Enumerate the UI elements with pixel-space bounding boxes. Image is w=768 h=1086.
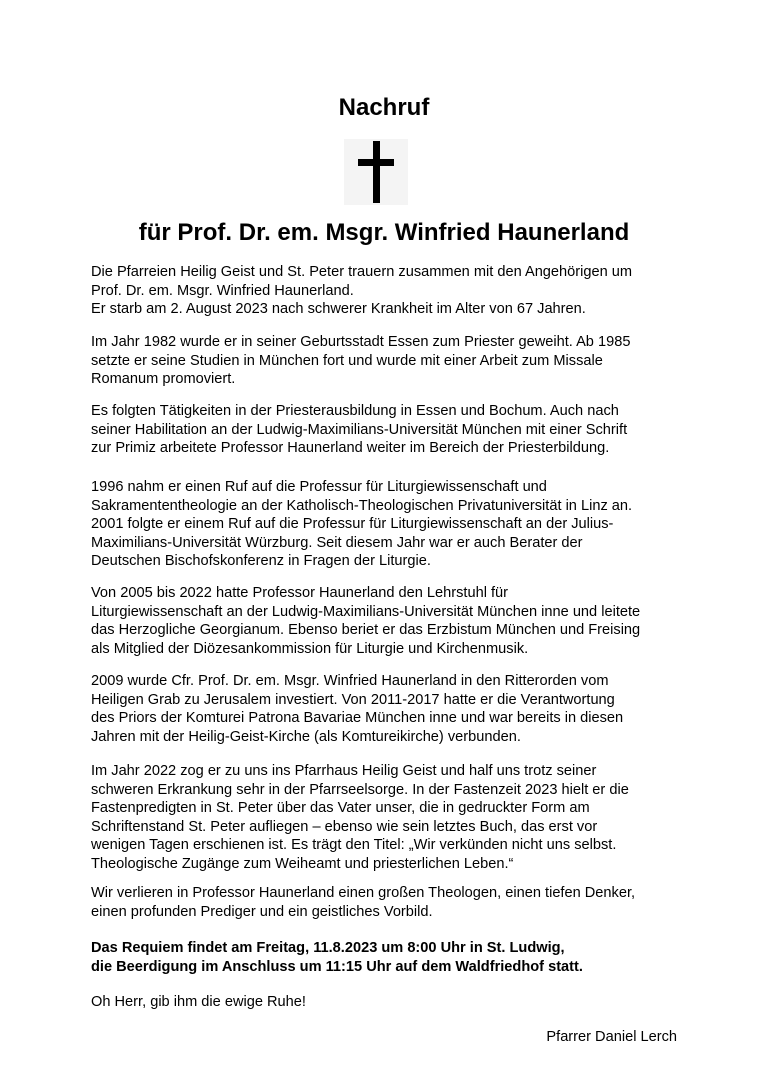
paragraph-career [91, 402, 701, 458]
text-line: des Priors der Komturei Patrona Bavariae München inne und war bereits in diesen [91, 710, 624, 726]
text-line: die Beerdigung im Anschluss um 11:15 Uhr auf dem Waldfriedhof statt. [91, 958, 583, 975]
text-line: Sakramententheologie an der Katholisch-Theologischen Privatuniversität in Linz an. [91, 497, 633, 514]
text-line: das Herzogliche Georgianum. Ebenso beriet er das Erzbistum München und Freising [91, 622, 641, 638]
text-line: seiner Habilitation an der Ludwig-Maximilians-Universität München mit einer Schrift [91, 421, 628, 438]
paragraph-munich-chair [91, 584, 701, 658]
text-line: schweren Erkrankung sehr in der Pfarrseelsorge. In der Fastenzeit 2023 hielt er die [91, 781, 629, 798]
text-line: Fastenpredigten in St. Peter über das Vater unser, die in gedruckter Form am [91, 800, 590, 816]
text-line: Im Jahr 2022 zog er zu uns ins Pfarrhaus Heilig Geist und half uns trotz seiner [91, 763, 597, 779]
text-line: 2001 folgte er einem Ruf auf die Professur für Liturgiewissenschaft an der Julius- [91, 516, 614, 532]
text-line: Romanum promoviert. [91, 371, 236, 387]
text-line: Prof. Dr. em. Msgr. Winfried Haunerland. [91, 282, 354, 299]
text-line: Jahren mit der Heilig-Geist-Kirche (als Komtureikirche) verbunden. [91, 728, 521, 745]
text-line: setzte er seine Studien in München fort und wurde mit einer Arbeit zum Missale [91, 352, 603, 369]
signature: Pfarrer Daniel Lerch [546, 1029, 677, 1045]
text-line: Oh Herr, gib ihm die ewige Ruhe! [91, 994, 306, 1010]
text-line: Theologische Zugänge zum Weiheamt und priesterlichen Leben.“ [91, 855, 514, 872]
text-line: 2009 wurde Cfr. Prof. Dr. em. Msgr. Winfried Haunerland in den Ritterorden vom [91, 673, 609, 689]
paragraph-professorships [91, 478, 701, 571]
text-line: 1996 nahm er einen Ruf auf die Professur für Liturgiewissenschaft und [91, 479, 547, 495]
text-line: einen profunden Prediger und ein geistliches Vorbild. [91, 903, 433, 920]
paragraph-parish-life [91, 762, 701, 873]
text-line: Von 2005 bis 2022 hatte Professor Haunerland den Lehrstuhl für [91, 585, 509, 601]
text-line: Das Requiem findet am Freitag, 11.8.2023 um 8:00 Uhr in St. Ludwig, [91, 940, 565, 956]
text-line: Liturgiewissenschaft an der Ludwig-Maximilians-Universität München inne und leitete [91, 603, 641, 620]
latin-cross-icon [344, 139, 408, 205]
paragraph-order [91, 672, 701, 746]
text-line: Schriftenstand St. Peter aufliegen – ebenso wie sein letztes Buch, das erst vor [91, 818, 598, 835]
obituary-subtitle: für Prof. Dr. em. Msgr. Winfried Haunerland [138, 219, 630, 246]
text-line: Maximilians-Universität Würzburg. Seit diesem Jahr war er auch Berater der [91, 534, 583, 551]
requiem-announcement [91, 939, 701, 976]
closing-prayer [91, 993, 701, 1012]
text-line: Deutschen Bischofskonferenz in Fragen der Liturgie. [91, 553, 431, 569]
paragraph-announcement [91, 263, 701, 319]
text-line: Im Jahr 1982 wurde er in seiner Geburtsstadt Essen zum Priester geweiht. Ab 1985 [91, 334, 631, 350]
text-line: Er starb am 2. August 2023 nach schwerer Krankheit im Alter von 67 Jahren. [91, 301, 586, 317]
text-line: wenigen Tagen erschienen ist. Es trägt den Titel: „Wir verkünden nicht uns selbst. [91, 837, 617, 853]
paragraph-tribute [91, 884, 701, 921]
text-line: Heiligen Grab zu Jerusalem investiert. Von 2011-2017 hatte er die Verantwortung [91, 691, 615, 708]
text-line: Die Pfarreien Heilig Geist und St. Peter trauern zusammen mit den Angehörigen um [91, 264, 633, 280]
page-title: Nachruf [338, 94, 430, 121]
text-line: zur Primiz arbeitete Professor Haunerland weiter im Bereich der Priesterbildung. [91, 440, 610, 456]
text-line: Wir verlieren in Professor Haunerland einen großen Theologen, einen tiefen Denker, [91, 885, 636, 901]
text-line: Es folgten Tätigkeiten in der Priesterausbildung in Essen und Bochum. Auch nach [91, 403, 619, 419]
paragraph-ordination [91, 333, 701, 389]
text-line: als Mitglied der Diözesankommission für Liturgie und Kirchenmusik. [91, 640, 529, 657]
